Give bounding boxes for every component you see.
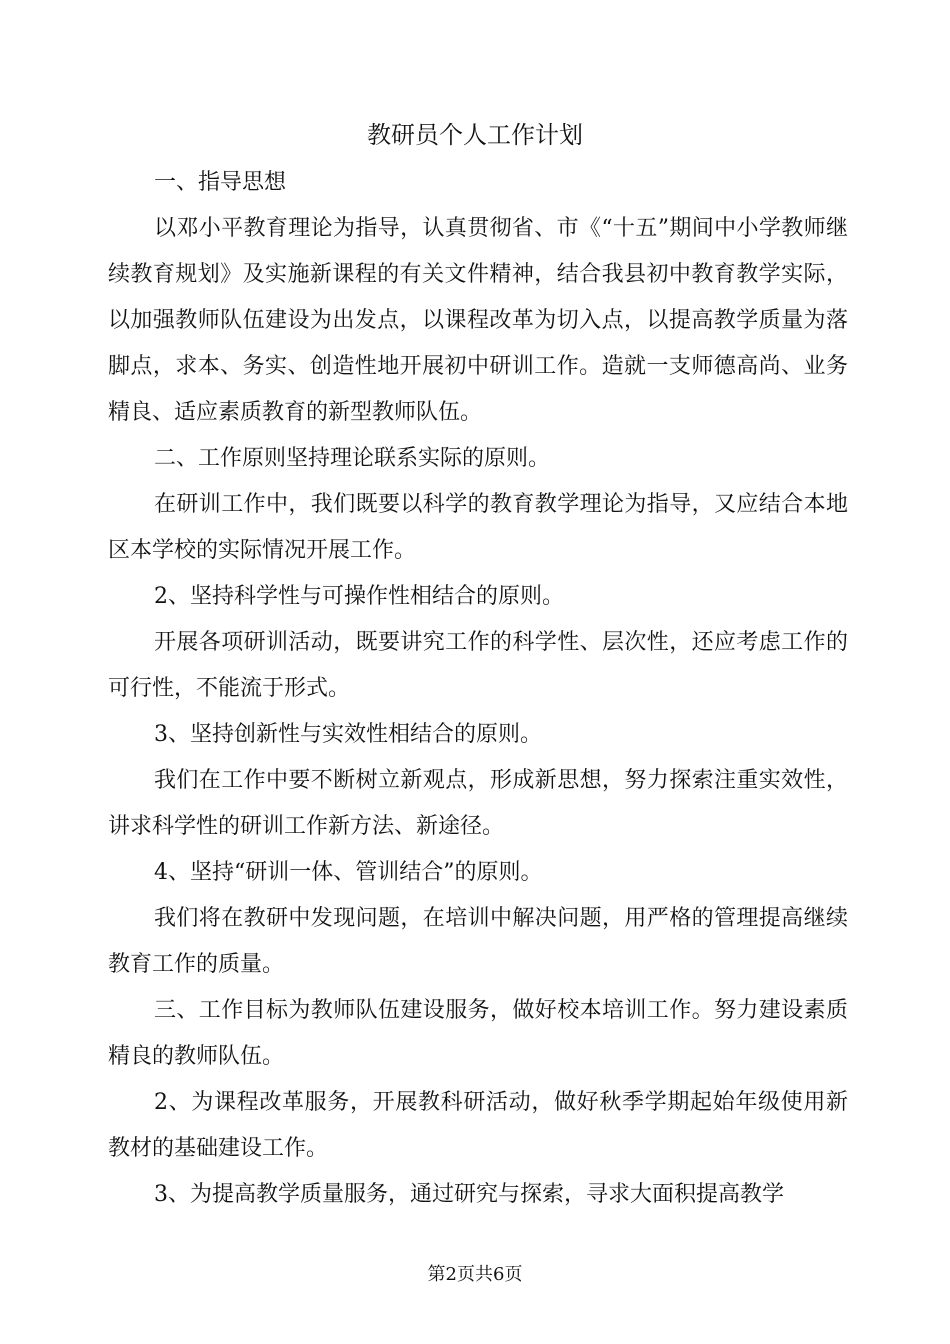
- principle-heading-2: 2、坚持科学性与可操作性相结合的原则。: [154, 584, 564, 609]
- document-body: [108, 160, 848, 1218]
- section-heading-work-goals: 三、工作目标为教师队伍建设服务，做好校本培训工作。努力建设素质精良的教师队伍。: [108, 998, 848, 1069]
- paragraph-theory-practice: 在研训工作中，我们既要以科学的教育教学理论为指导，又应结合本地区本学校的实际情况开展工作。: [108, 492, 848, 563]
- goal-item-2: 2、为课程改革服务，开展教科研活动，做好秋季学期起始年级使用新教材的基础建设工作。: [108, 1090, 848, 1161]
- section-heading-guiding-ideology: 一、指导思想: [154, 170, 287, 195]
- principle-heading-3: 3、坚持创新性与实效性相结合的原则。: [154, 722, 542, 747]
- section-heading-work-principles: 二、工作原则坚持理论联系实际的原则。: [154, 446, 551, 471]
- principle-heading-4: 4、坚持“研训一体、管训结合”的原则。: [154, 860, 543, 885]
- paragraph-principle-2: 开展各项研训活动，既要讲究工作的科学性、层次性，还应考虑工作的可行性，不能流于形式。: [108, 630, 848, 701]
- paragraph-principle-4: 我们将在教研中发现问题，在培训中解决问题，用严格的管理提高继续教育工作的质量。: [108, 906, 848, 977]
- paragraph-guiding-ideology: 以邓小平教育理论为指导，认真贯彻省、市《“十五”期间中小学教师继续教育规划》及实施新课程的有关文件精神，结合我县初中教育教学实际，以加强教师队伍建设为出发点，以课程改革为切入点，以提高教学质量为落脚点，求本、务实、创造性地开展初中研训工作。造就一支师德高尚、业务精良、适应素质教育的新型教师队伍。: [108, 216, 848, 425]
- document-title: 教研员个人工作计划: [367, 121, 583, 149]
- paragraph-principle-3: 我们在工作中要不断树立新观点，形成新思想，努力探索注重实效性，讲求科学性的研训工作新方法、新途径。: [108, 768, 848, 839]
- page-footer: 第2页共6页: [427, 1264, 523, 1285]
- goal-item-3: 3、为提高教学质量服务，通过研究与探索，寻求大面积提高教学: [154, 1182, 784, 1207]
